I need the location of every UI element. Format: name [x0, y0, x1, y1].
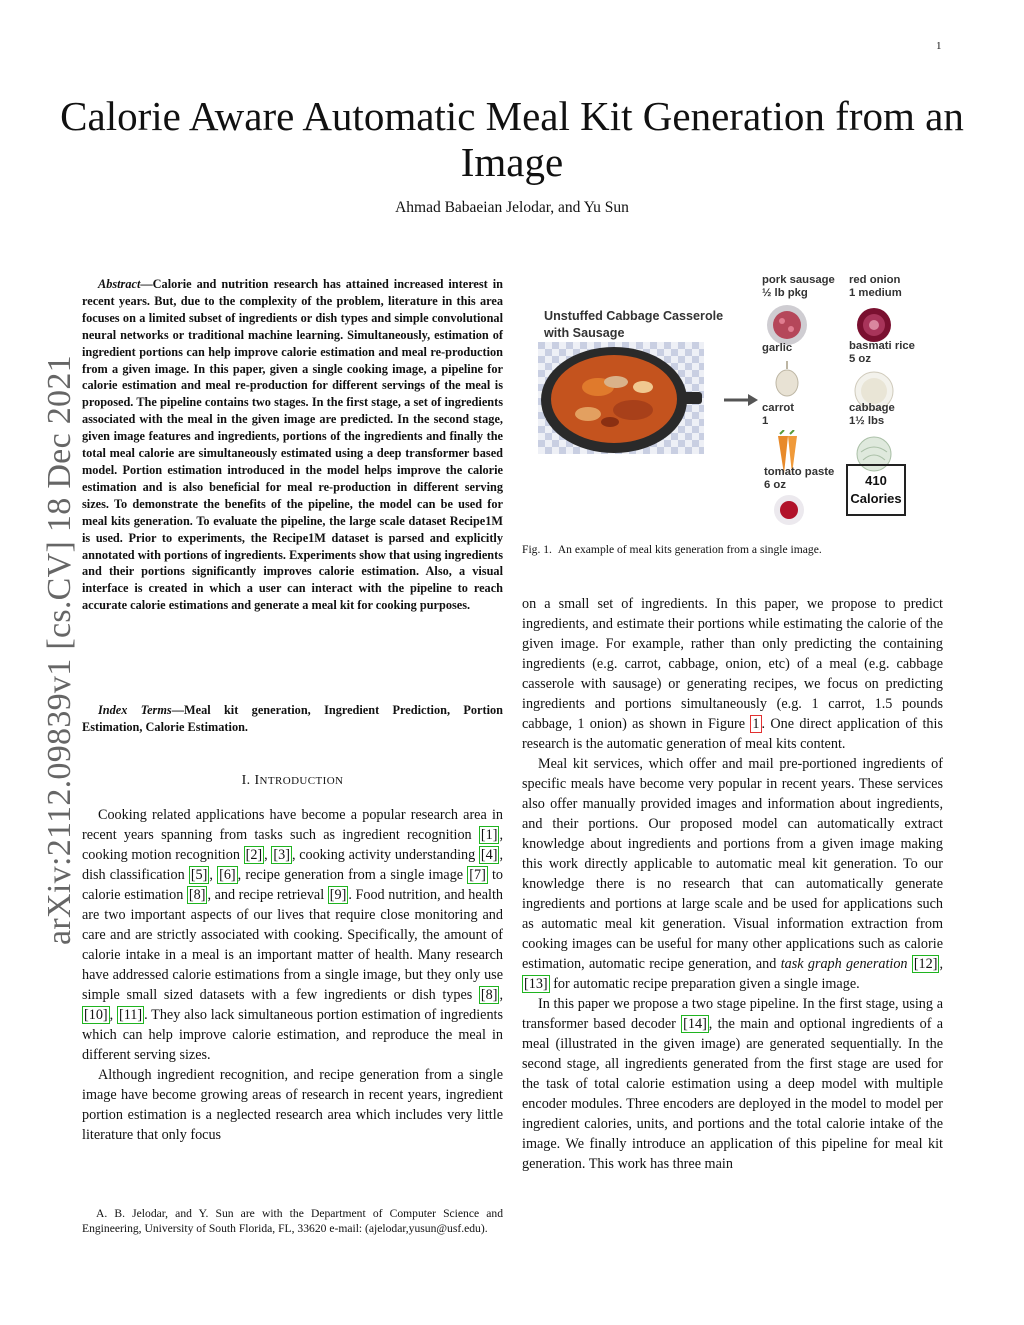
- citation-link[interactable]: [3]: [273, 847, 290, 863]
- text-span: , cooking motion recognition: [82, 827, 503, 863]
- text-span: to calorie estimation: [82, 867, 503, 903]
- ingredient-name: garlic: [762, 342, 793, 354]
- dish-title-line: Unstuffed Cabbage Casserole: [544, 309, 724, 323]
- dish-title-line: with Sausage: [544, 326, 625, 340]
- citation-link[interactable]: [9]: [329, 887, 347, 903]
- text-span: , recipe generation from a single image: [237, 867, 468, 883]
- paper-title: Calorie Aware Automatic Meal Kit Generation from an Image: [60, 93, 964, 185]
- text-span: . One direct application of this research is the automatic generation of meal kits content.: [522, 716, 943, 752]
- ingredient-name: tomato paste: [764, 466, 835, 478]
- ingredient-name: pork sausage: [762, 274, 835, 286]
- figure-caption: [522, 543, 822, 556]
- section-title-rest: NTRODUCTION: [259, 775, 344, 787]
- citation-link[interactable]: [14]: [683, 1016, 707, 1032]
- text-span: . They also lack simultaneous portion estimation of ingredients which can help improve calorie estimation, and reproduce the meal in different serving sizes.: [82, 1007, 504, 1063]
- calorie-box: [846, 464, 906, 516]
- ingredient-name: basmati rice: [849, 340, 915, 352]
- ingredient-amount: 1: [762, 415, 769, 427]
- ingredient-amount: ½ lb pkg: [762, 287, 808, 299]
- caption-text: An example of meal kits generation from a single image.: [557, 543, 822, 556]
- ingredient-amount: 6 oz: [764, 479, 786, 491]
- abstract: [82, 276, 503, 614]
- ingredient-amount: 1½ lbs: [849, 415, 885, 427]
- page-number: 1: [936, 40, 942, 52]
- author-footnote: A. B. Jelodar, and Y. Sun are with the Department of Computer Science and Engineering, University of South Florida, FL, 33620 e-mail: (ajelodar,yusun@usf.edu).: [82, 1207, 503, 1235]
- right-paragraph-2: [522, 754, 943, 994]
- figure-reference-link[interactable]: 1: [752, 716, 760, 732]
- citation-link[interactable]: [5]: [190, 867, 208, 883]
- text-span: In this paper we propose a two stage pipeline. In the first stage, using a transformer based decoder: [522, 996, 943, 1032]
- text-span: Cooking related applications have become a popular research area in recent years spanning from tasks such as ingredient recognition: [82, 807, 503, 843]
- ingredient-name: red onion: [849, 274, 901, 286]
- section-numeral: I.: [241, 773, 251, 788]
- text-span: ,: [109, 1007, 117, 1023]
- citation-link[interactable]: [12]: [913, 956, 938, 972]
- citation-link[interactable]: [8]: [480, 987, 498, 1003]
- casserole-image: [538, 342, 704, 454]
- abstract-text: —Calorie and nutrition research has attained increased interest in recent years. But, due to the complexity of the problem, literature in this area focuses on a limited subset of ingredients or dish types and simple convolutional neural networks or traditional machine learning. Simultaneously, estimation of ingredient portions can help improve calorie estimation and meal re-production from a given image. In this paper, given a single cooking image, a pipeline for calorie estimation and meal re-production for different servings of the meal is proposed. The pipeline contains two stages. In the first stage, a set of ingredients associated with the meal in the given image are predicted. In the second stage, given image features and ingredients, portions of the ingredients and finally the total meal calorie are simultaneously estimated using a deep transformer based model. Portion estimation introduced in the model helps improve the calorie estimation and is also beneficial for meal re-production in different serving sizes. To demonstrate the benefits of the pipeline, the model can be used for meal kits generation. To evaluate the pipeline, the large scale dataset Recipe1M is used. Prior to experiments, the Recipe1M dataset is parsed and explicitly annotated with portions of ingredients. Experiments show that using ingredients and their portions significantly improves calorie estimation. Also, a visual interface is created in which a user can interact with the pipeline to reach accurate calorie estimations and generate a meal kit for cooking purposes.: [82, 277, 503, 613]
- citation-link[interactable]: [11]: [118, 1007, 143, 1023]
- caption-label: Fig. 1.: [522, 543, 552, 556]
- section-heading-introduction: [82, 773, 503, 789]
- section-initial: I: [254, 773, 260, 788]
- figure-1: [538, 270, 942, 528]
- citation-link[interactable]: [13]: [524, 976, 548, 992]
- calorie-value: 410: [865, 473, 887, 488]
- text-span: , and recipe retrieval: [207, 887, 328, 903]
- intro-paragraph-2: Although ingredient recognition, and recipe generation from a single image have become growing areas of research in recent years, ingredient portion estimation is a neglected research area which includes very little literature that only focus: [82, 1067, 503, 1143]
- authors: Ahmad Babaeian Jelodar, and Yu Sun: [395, 199, 629, 216]
- citation-link[interactable]: [4]: [480, 847, 498, 863]
- right-column-body: [522, 594, 943, 1174]
- text-span: ,: [499, 987, 503, 1003]
- abstract-label: Abstract: [98, 277, 141, 291]
- citation-link[interactable]: [8]: [188, 887, 206, 903]
- arrow-icon: [724, 393, 758, 407]
- citation-link[interactable]: [2]: [245, 847, 263, 863]
- arxiv-id: arXiv:2112.09839v1 [cs.CV] 18 Dec 2021: [41, 355, 78, 945]
- dish-title: [544, 308, 723, 342]
- citation-link[interactable]: [10]: [84, 1007, 108, 1023]
- index-terms-label: Index Terms: [98, 703, 172, 717]
- text-span: , dish classification: [82, 847, 504, 883]
- index-terms: [82, 702, 503, 736]
- citation-link[interactable]: [7]: [469, 867, 486, 883]
- intro-paragraph-1: [82, 805, 503, 1065]
- right-paragraph-3: [522, 994, 943, 1174]
- text-span: ,: [939, 956, 944, 972]
- calorie-label: Calories: [850, 491, 902, 506]
- garlic-image: [764, 357, 810, 403]
- emphasis-text: task graph generation: [780, 956, 908, 972]
- citation-link[interactable]: [6]: [219, 867, 236, 883]
- text-span: ,: [264, 847, 272, 863]
- text-span: , the main and optional ingredients of a meal (illustrated in the given image) are generated sequentially. In the second stage, all ingredients generated from the first stage are used for the task of total calorie estimation using a deep model with multiple encoder modules. Three encoders are deployed in the model to model per ingredient calories, units, and portions and the total calorie intake of the image. We finally introduce an application of this pipeline for meal kit generation. This work has three main: [522, 1016, 943, 1172]
- index-terms-text: —Meal kit generation, Ingredient Prediction, Portion Estimation, Calorie Estimation.: [82, 703, 503, 734]
- text-span: Meal kit services, which offer and mail pre-portioned ingredients of specific meals have become very popular in recent years. These services also offer manually provided images and information about ingredients, and their portions. Our proposed model can automatically extract knowledge about ingredients and portions from a given image making this work directly applicable to automatic meal kit generation. To our knowledge there is no research that can automatically generate ingredients and portions at large scale and be used for applications such as automatic meal kit generation. Visual information extraction from cooking images can be useful for many other applications such as calorie estimation, automatic recipe generation, and: [522, 756, 943, 972]
- text-span: , cooking activity understanding: [291, 847, 479, 863]
- text-span: on a small set of ingredients. In this paper, we propose to predict ingredients, and estimate their portions while estimating the calorie of the given image. For example, rather than only predicting the containing ingredients (e.g. carrot, cabbage, onion, etc) of a meal (e.g. cabbage casserole with sausage) or generating recipes, we focus on predicting ingredients and portions simultaneously (e.g. 1 carrot, 1.5 pounds cabbage, 1 onion) as shown in Figure: [522, 596, 943, 732]
- left-column-body: [82, 805, 503, 1145]
- ingredient-amount: 1 medium: [849, 287, 902, 299]
- ingredient-name: carrot: [762, 402, 795, 414]
- ingredient-amount: 5 oz: [849, 353, 871, 365]
- right-paragraph-1: [522, 594, 943, 754]
- text-span: . Food nutrition, and health are two important aspects of our lives that require close monitoring and care and are strictly associated with cooking. Specifically, the amount of calorie intake in a meal is an important matter of health. Many research have addressed calorie estimations from a single image, but they only use simple small sized datasets with a few ingredients or dish types: [82, 887, 503, 1003]
- ingredient-tomato-paste: [764, 466, 844, 535]
- ingredient-garlic: [762, 342, 842, 408]
- text-span: ,: [209, 867, 218, 883]
- ingredient-name: cabbage: [849, 402, 895, 414]
- citation-link[interactable]: [1]: [480, 827, 498, 843]
- text-span: for automatic recipe preparation given a single image.: [549, 976, 860, 992]
